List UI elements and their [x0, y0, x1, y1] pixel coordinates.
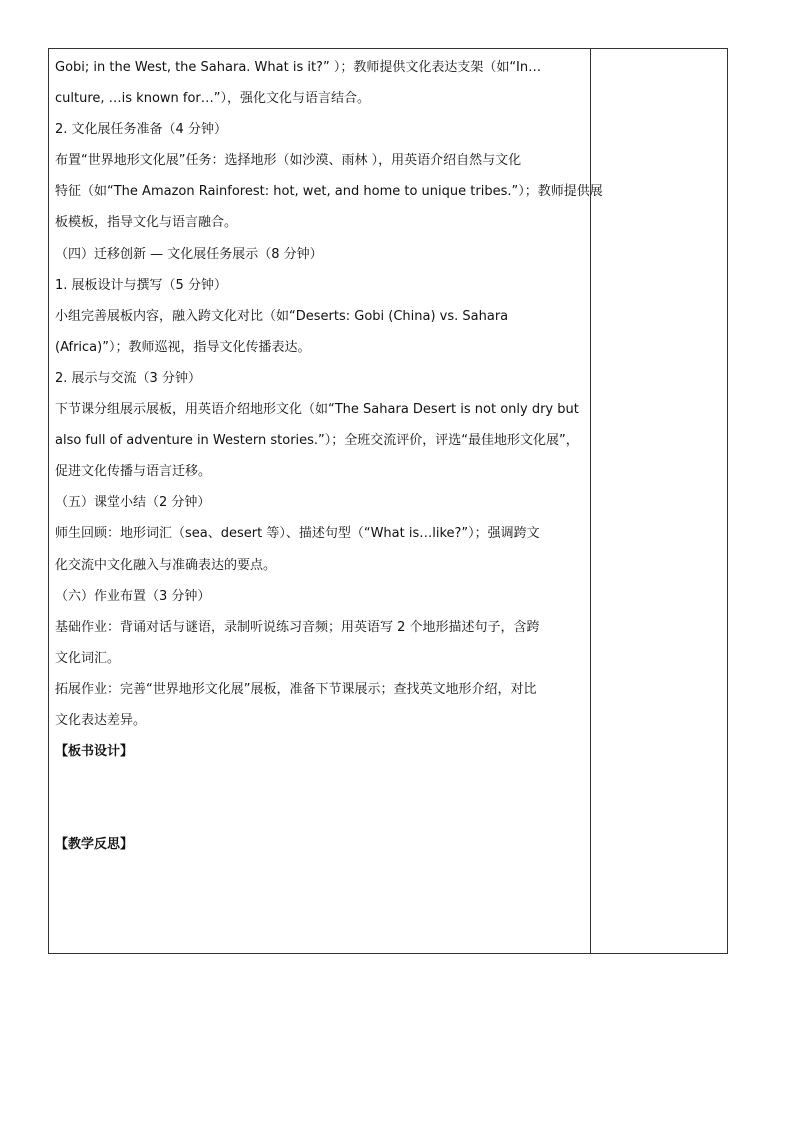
lesson-content-cell: [49, 49, 603, 953]
text-line: (Africa)”）；教师巡视，指导文化传播表达。: [55, 339, 311, 355]
text-line: 布置“世界地形文化展”任务：选择地形（如沙漠、雨林 ），用英语介绍自然与文化: [55, 153, 522, 169]
text-line: 拓展作业：完善“世界地形文化展”展板，准备下节课展示；查找英文地形介绍，对比: [55, 681, 537, 697]
section-subheading: 2. 文化展任务准备（4 分钟）: [55, 122, 227, 138]
section-heading: （五）课堂小结（2 分钟）: [55, 495, 211, 511]
text-line: 板模板，指导文化与语言融合。: [55, 215, 238, 231]
text-line: 文化表达差异。: [55, 712, 147, 728]
section-subheading: 1. 展板设计与撰写（5 分钟）: [55, 277, 227, 293]
lesson-plan-table: [48, 48, 728, 954]
text-line: 特征（如“The Amazon Rainforest: hot, wet, and home to unique tribes.”）；教师提供展: [55, 184, 603, 200]
section-subheading: 2. 展示与交流（3 分钟）: [55, 370, 201, 386]
text-line: 师生回顾：地形词汇（sea、desert 等）、描述句型（“What is…like?”）；强调跨文: [55, 526, 540, 542]
text-line: 下节课分组展示展板，用英语介绍地形文化（如“The Sahara Desert is not only dry but: [55, 402, 579, 418]
text-line: Gobi; in the West, the Sahara. What is it?” ）；教师提供文化表达支架（如“In…: [55, 60, 542, 75]
text-line: 文化词汇。: [55, 650, 121, 666]
text-line: also full of adventure in Western stories.”）；全班交流评价，评选“最佳地形文化展”，: [55, 433, 579, 449]
lesson-text-block: [55, 52, 603, 860]
board-design-heading: 【板书设计】: [55, 744, 134, 760]
text-line: 化交流中文化融入与准确表达的要点。: [55, 557, 277, 573]
text-line: culture, …is known for…”），强化文化与语言结合。: [55, 91, 371, 107]
text-line: 小组完善展板内容，融入跨文化对比（如“Deserts: Gobi (China) vs. Sahara: [55, 308, 509, 324]
notes-cell: [591, 49, 727, 953]
reflection-heading: 【教学反思】: [55, 837, 134, 853]
section-heading: （四）迁移创新 — 文化展任务展示（8 分钟）: [55, 246, 323, 262]
board-design-space: [55, 767, 585, 829]
text-line: 基础作业：背诵对话与谜语，录制听说练习音频；用英语写 2 个地形描述句子，含跨: [55, 619, 540, 635]
section-heading: （六）作业布置（3 分钟）: [55, 588, 211, 604]
text-line: 促进文化传播与语言迁移。: [55, 464, 212, 480]
